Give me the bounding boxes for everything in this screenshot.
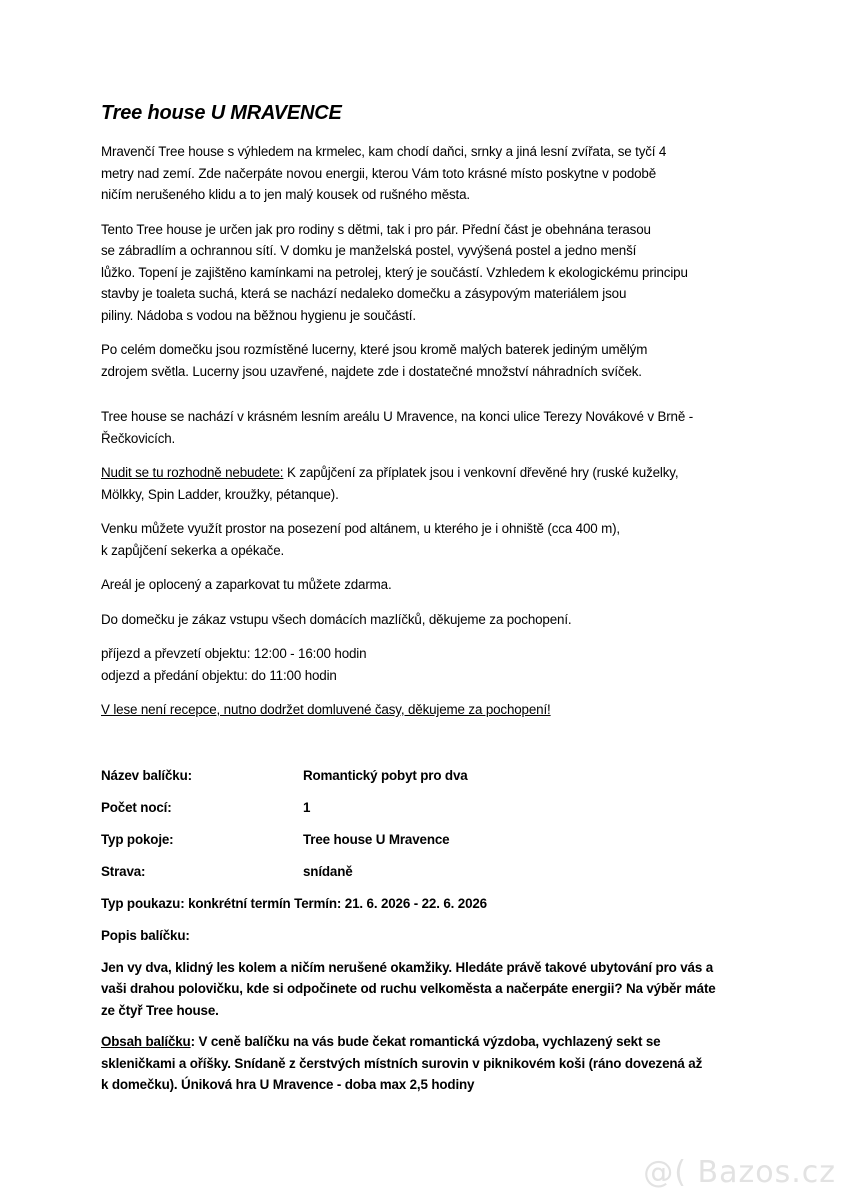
description-label: Popis balíčku:: [101, 927, 190, 943]
document-page: [101, 102, 781, 1106]
games-line: Mölkky, Spin Ladder, kroužky, pétanque).: [101, 486, 339, 502]
pets-paragraph: Do domečku je zákaz vstupu všech domácích mazlíčků, děkujeme za pochopení.: [101, 611, 572, 627]
games-heading: Nudit se tu rozhodně nebudete:: [101, 465, 284, 480]
outdoor-line: k zapůjčení sekerka a opékače.: [101, 542, 285, 558]
lanterns-paragraph: [101, 339, 781, 382]
facilities-line: Tento Tree house je určen jak pro rodiny s dětmi, tak i pro pár. Přední část je obehnána terasou: [101, 221, 651, 237]
games-paragraph: [101, 462, 781, 505]
contents-line: k domečku). Úniková hra U Mravence - doba max 2,5 hodiny: [101, 1077, 475, 1092]
description-paragraph: [101, 957, 781, 1022]
description-line: Jen vy dva, klidný les kolem a ničím nerušené okamžiky. Hledáte právě takové ubytování pro vás a: [101, 959, 714, 975]
facilities-line: stavby je toaleta suchá, která se nachází nedaleko domečku a zásypovým materiálem jsou: [101, 286, 627, 301]
location-line: Řečkovicích.: [101, 430, 176, 446]
package-value: snídaně: [303, 863, 353, 879]
intro-line: ničím nerušeného klidu a to jen malý kousek od rušného města.: [101, 187, 470, 202]
facilities-line: lůžko. Topení je zajištěno kamínkami na petrolej, který je součástí. Vzhledem k ekologickému principu: [101, 264, 688, 280]
location-paragraph: [101, 406, 781, 449]
outdoor-paragraph: [101, 518, 781, 561]
lanterns-line: Po celém domečku jsou rozmístěné lucerny, které jsou kromě malých baterek jediným umělým: [101, 342, 648, 357]
facilities-line: piliny. Nádoba s vodou na běžnou hygienu je součástí.: [101, 307, 416, 323]
contents-line: skleničkami a oříšky. Snídaně z čerstvých místních surovin v piknikovém koši (ráno dovezená až: [101, 1055, 703, 1071]
package-row: [101, 829, 781, 851]
contents-label: Obsah balíčku: [101, 1034, 191, 1049]
package-label: Strava:: [101, 863, 146, 879]
arrival-time: příjezd a převzetí objektu: 12:00 - 16:00 hodin: [101, 646, 367, 661]
outdoor-line: Venku můžete využít prostor na posezení pod altánem, u kterého je i ohniště (cca 400 m),: [101, 521, 620, 536]
package-row: [101, 797, 781, 819]
intro-line: metry nad zemí. Zde načerpáte novou energii, kterou Vám toto krásné místo poskytne v podobě: [101, 165, 657, 181]
package-label: Název balíčku:: [101, 767, 192, 783]
reception-note: V lese není recepce, nutno dodržet domluvené časy, děkujeme za pochopení!: [101, 702, 551, 717]
contents-paragraph: [101, 1031, 781, 1096]
package-value: Romantický pobyt pro dva: [303, 767, 468, 783]
times-paragraph: [101, 643, 781, 686]
package-section: [101, 765, 781, 1096]
facilities-paragraph: [101, 219, 781, 327]
games-text: K zapůjčení za příplatek jsou i venkovní dřevěné hry (ruské kuželky,: [283, 465, 679, 480]
bazos-watermark: @( Bazos.cz: [643, 1155, 836, 1190]
location-line: Tree house se nachází v krásném lesním areálu U Mravence, na konci ulice Terezy Novákové v Brně -: [101, 409, 694, 424]
intro-line: Mravenčí Tree house s výhledem na krmelec, kam chodí daňci, srnky a jiná lesní zvířata, se tyčí 4: [101, 144, 667, 159]
facilities-line: se zábradlím a ochrannou sítí. V domku je manželská postel, vyvýšená postel a jedno menší: [101, 243, 637, 258]
package-label: Počet nocí:: [101, 799, 172, 815]
departure-time: odjezd a předání objektu: do 11:00 hodin: [101, 667, 337, 683]
package-label: Typ pokoje:: [101, 831, 174, 847]
description-line: ze čtyř Tree house.: [101, 1002, 219, 1018]
contents-text: : V ceně balíčku na vás bude čekat romantická výzdoba, vychlazený sekt se: [190, 1034, 661, 1049]
contents-line: [101, 1031, 781, 1053]
games-line: [101, 462, 781, 484]
package-row: [101, 861, 781, 883]
voucher-row: Typ poukazu: konkrétní termín Termín: 21. 6. 2026 - 22. 6. 2026: [101, 895, 487, 911]
page-title: Tree house U MRAVENCE: [101, 102, 342, 124]
lanterns-line: zdrojem světla. Lucerny jsou uzavřené, najdete zde i dostatečné množství náhradních svíček.: [101, 363, 642, 379]
description-line: vaši drahou polovičku, kde si odpočinete od ruchu velkoměsta a načerpáte energii? Na výběr máte: [101, 981, 716, 996]
package-row: [101, 765, 781, 787]
package-value: Tree house U Mravence: [303, 831, 450, 847]
package-value: 1: [303, 799, 311, 815]
intro-paragraph: [101, 141, 781, 206]
parking-paragraph: Areál je oplocený a zaparkovat tu můžete zdarma.: [101, 577, 392, 592]
